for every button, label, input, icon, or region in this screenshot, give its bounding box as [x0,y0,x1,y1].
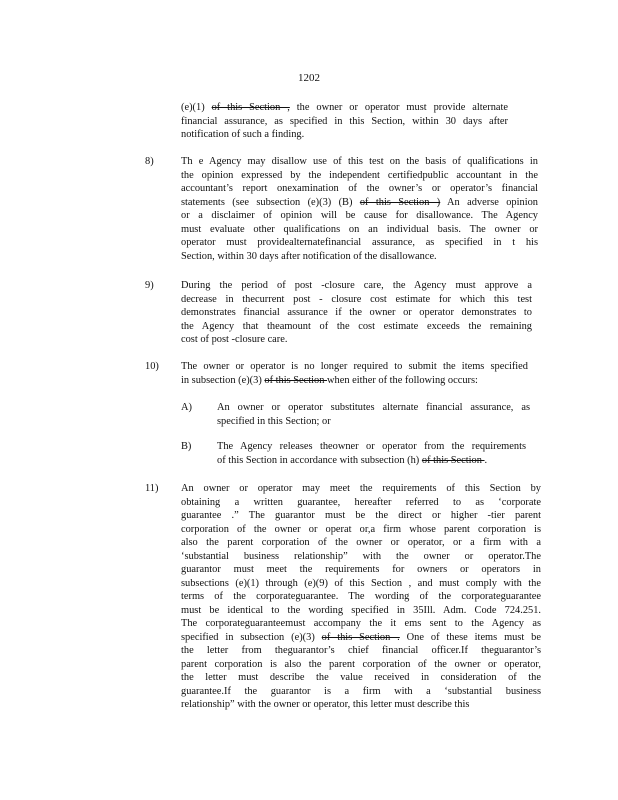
subitem-letter: B) [181,441,192,452]
text-line [217,440,526,454]
struck-text: of this Section ) [359,196,441,208]
text-segment: decrease in thecurrent post - closure cost estimate for which this test [181,293,532,305]
text-segment: when either of the following occurs: [327,374,478,386]
text-segment: the Agency that theamount of the cost estimate exceeds the remaining [181,320,532,332]
text-line [181,128,508,142]
text-segment: or a disclaimer of opinion will be cause for disallowance. The Agency [181,210,538,221]
text-segment: An adverse opinion [440,196,538,208]
text-line [181,536,541,550]
text-line [181,685,541,699]
text-segment: specified in this Section; or [217,415,331,427]
text-segment: An owner or operator may meet the requirements of this Section by [181,483,541,494]
text-line [181,182,538,196]
text-line [181,604,541,618]
text-segment: financial assurance, as specified in this Section, within 30 days after [181,115,508,127]
text-line [181,115,508,129]
struck-text: of this Section [421,454,485,466]
item-9-paragraph [181,279,532,347]
text-segment: corporation of the owner or operat or,a firm whose parent corporation is [181,523,541,535]
item-11-paragraph [181,482,541,712]
text-segment: Section, within 30 days after notification of the disallowance. [181,250,437,262]
item-number: 8) [145,156,154,167]
subitem-letter: A) [181,402,192,413]
text-line [181,590,541,604]
text-segment: accountant’s report onexamination of the owner’s or operator’s financial [181,183,538,194]
text-line [181,293,532,307]
text-line [181,101,508,115]
text-segment: statements (see subsection (e)(3) (B) [181,196,360,208]
text-segment: obtaining a written guarantee, hereafter referred to as ‘corporate [181,496,541,508]
text-segment: the letter must describe the value received in consideration of the [181,672,541,683]
text-segment: The Agency releases theowner or operator from the requirements [217,441,526,452]
text-line [181,196,538,210]
text-segment: terms of the corporateguarantee. The wording of the corporateguarantee [181,591,541,602]
text-line [181,250,538,264]
text-line [181,671,541,685]
text-segment: Th e Agency may disallow use of this test on the basis of qualifications in [181,156,538,167]
page-number: 1202 [298,72,320,84]
item-number: 9) [145,280,154,291]
text-line [217,401,530,415]
text-segment: demonstrates financial assurance if the owner or operator demonstrates to [181,307,532,318]
text-segment: . [484,454,488,466]
intro-paragraph [181,101,508,142]
text-line [181,236,538,250]
text-line [181,169,538,183]
text-segment: specified in subsection (e)(3) [181,631,322,643]
text-line [181,644,541,658]
text-segment: the opinion expressed by the independent certifiedpublic accountant in the [181,169,538,181]
text-segment: of this Section in accordance with subsection (h) [217,454,422,466]
text-segment: (e)(1) [181,102,212,113]
text-line [181,563,541,577]
text-line [181,306,532,320]
text-segment: parent corporation is also the parent corporation of the owner or operator, [181,658,541,670]
text-segment: The owner or operator is no longer required to submit the items specified [181,361,528,372]
item-number: 11) [145,483,159,494]
text-line [181,523,541,537]
text-line [181,279,532,293]
text-line [181,320,532,334]
item-number: 10) [145,361,159,372]
text-line [181,550,541,564]
text-line [181,631,541,645]
text-line [181,155,538,169]
text-segment: cost of post -closure care. [181,334,288,345]
text-segment: One of these items must be [399,631,541,643]
text-line [181,617,541,631]
text-segment: guarantee .” The guarantor must be the direct or higher -tier parent [181,510,541,521]
text-line [181,374,528,388]
text-line [181,333,532,347]
struck-text: of this Section , [211,102,290,113]
text-line [181,658,541,672]
text-segment: ‘substantial business relationship” with the owner or operator.The [181,550,541,562]
text-segment: the letter from theguarantor’s chief financial officer.If theguarantor’s [181,645,541,656]
text-segment: guarantor must meet the requirements for owners or operators in [181,564,541,575]
text-segment: the owner or operator must provide alternate [289,102,509,113]
text-segment: subsections (e)(1) through (e)(9) of this Section , and must comply with the [181,577,541,589]
text-segment: operator must providealternatefinancial assurance, as specified in t his [181,237,538,248]
text-segment: must be identical to the wording specified in 35Ill. Adm. Code 724.251. [181,604,541,616]
text-segment: also the parent corporation of the owner or operator, or a firm with a [181,537,541,548]
text-segment: must evaluate other qualifications on an individual basis. The owner or [181,223,538,235]
text-line [181,482,541,496]
text-segment: guarantee.If the guarantor is a firm with a ‘substantial business [181,685,541,697]
text-line [181,223,538,237]
text-line [217,415,530,429]
text-segment: An owner or operator substitutes alternate financial assurance, as [217,402,530,413]
item-10b-paragraph [217,440,526,467]
text-line [181,496,541,510]
text-line [217,454,526,468]
text-line [181,577,541,591]
text-segment: The corporateguaranteemust accompany the it ems sent to the Agency as [181,618,541,629]
text-line [181,360,528,374]
item-10a-paragraph [217,401,530,428]
item-10-paragraph [181,360,528,387]
text-segment: in subsection (e)(3) [181,374,265,386]
text-line [181,509,541,523]
struck-text: of this Section . [321,631,400,643]
text-segment: notification of such a finding. [181,129,305,140]
text-line [181,209,538,223]
text-line [181,698,541,712]
text-segment: During the period of post -closure care, the Agency must approve a [181,280,532,291]
text-segment: relationship” with the owner or operator, this letter must describe this [181,699,470,710]
item-8-paragraph [181,155,538,263]
struck-text: of this Section [264,374,328,386]
